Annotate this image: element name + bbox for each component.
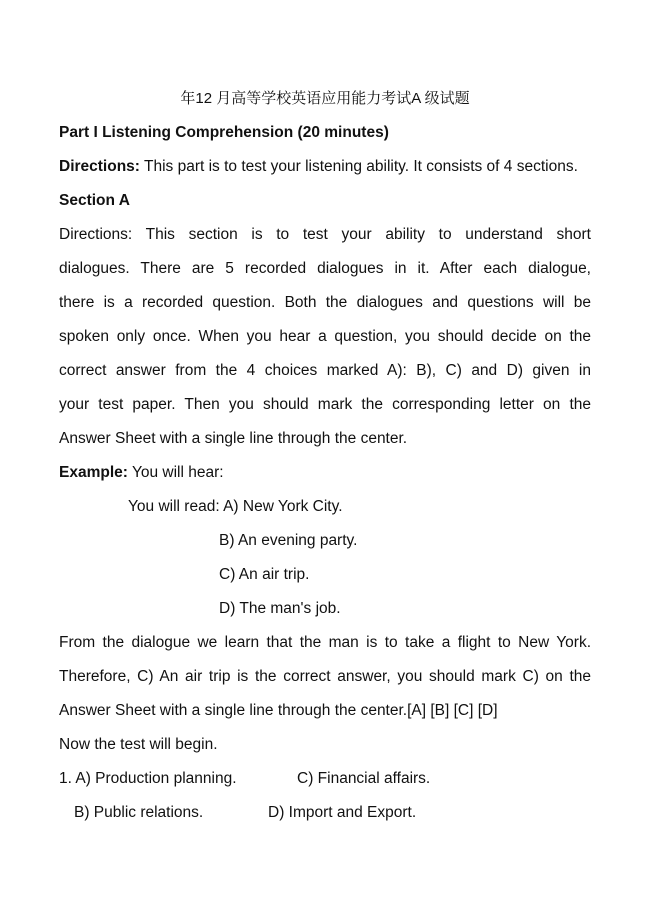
section-line: dialogues. There are 5 recorded dialogues in it. After each dialogue,: [59, 260, 591, 277]
question-1-row-2: [0, 802, 650, 824]
section-line: Directions: This section is to test your ability to understand short: [59, 226, 591, 243]
begin-text: Now the test will begin.: [59, 736, 218, 753]
explanation-line: Therefore, C) An air trip is the correct answer, you should mark C) on the: [59, 668, 591, 685]
section-line: Answer Sheet with a single line through the center.: [59, 430, 408, 447]
section-line: your test paper. Then you should mark the corresponding letter on the: [59, 396, 591, 413]
section-line: spoken only once. When you hear a question, you should decide on the: [59, 328, 591, 345]
question-1-row-1: [0, 768, 650, 790]
example-option: B) An evening party.: [219, 532, 358, 549]
directions-paragraph: [59, 156, 591, 178]
example-text: You will hear:: [127, 464, 224, 481]
example-option: C) An air trip.: [219, 566, 310, 583]
directions-label: Directions:: [59, 158, 140, 175]
directions-text: This part is to test your listening ability. It consists of 4 sections.: [139, 158, 578, 175]
example-option: D) The man's job.: [219, 600, 341, 617]
example-paragraph: [59, 462, 591, 484]
page-title: 年12 月高等学校英语应用能力考试A 级试题: [180, 90, 470, 107]
section-line: correct answer from the 4 choices marked A): B), C) and D) given in: [59, 362, 591, 379]
explanation-line: From the dialogue we learn that the man is to take a flight to New York.: [59, 634, 591, 651]
explanation-line: Answer Sheet with a single line through the center.[A] [B] [C] [D]: [59, 702, 498, 719]
example-label: Example:: [59, 464, 128, 481]
section-line: there is a recorded question. Both the dialogues and questions will be: [59, 294, 591, 311]
question-1-option-a: 1. A) Production planning.: [59, 770, 237, 787]
section-heading: Section A: [59, 192, 130, 209]
part-heading: Part I Listening Comprehension (20 minutes): [59, 124, 389, 141]
question-1-option-d: D) Import and Export.: [268, 804, 417, 821]
question-1-option-b: B) Public relations.: [74, 804, 204, 821]
question-1-option-c: C) Financial affairs.: [297, 770, 431, 787]
example-read-line: You will read: A) New York City.: [128, 498, 343, 515]
